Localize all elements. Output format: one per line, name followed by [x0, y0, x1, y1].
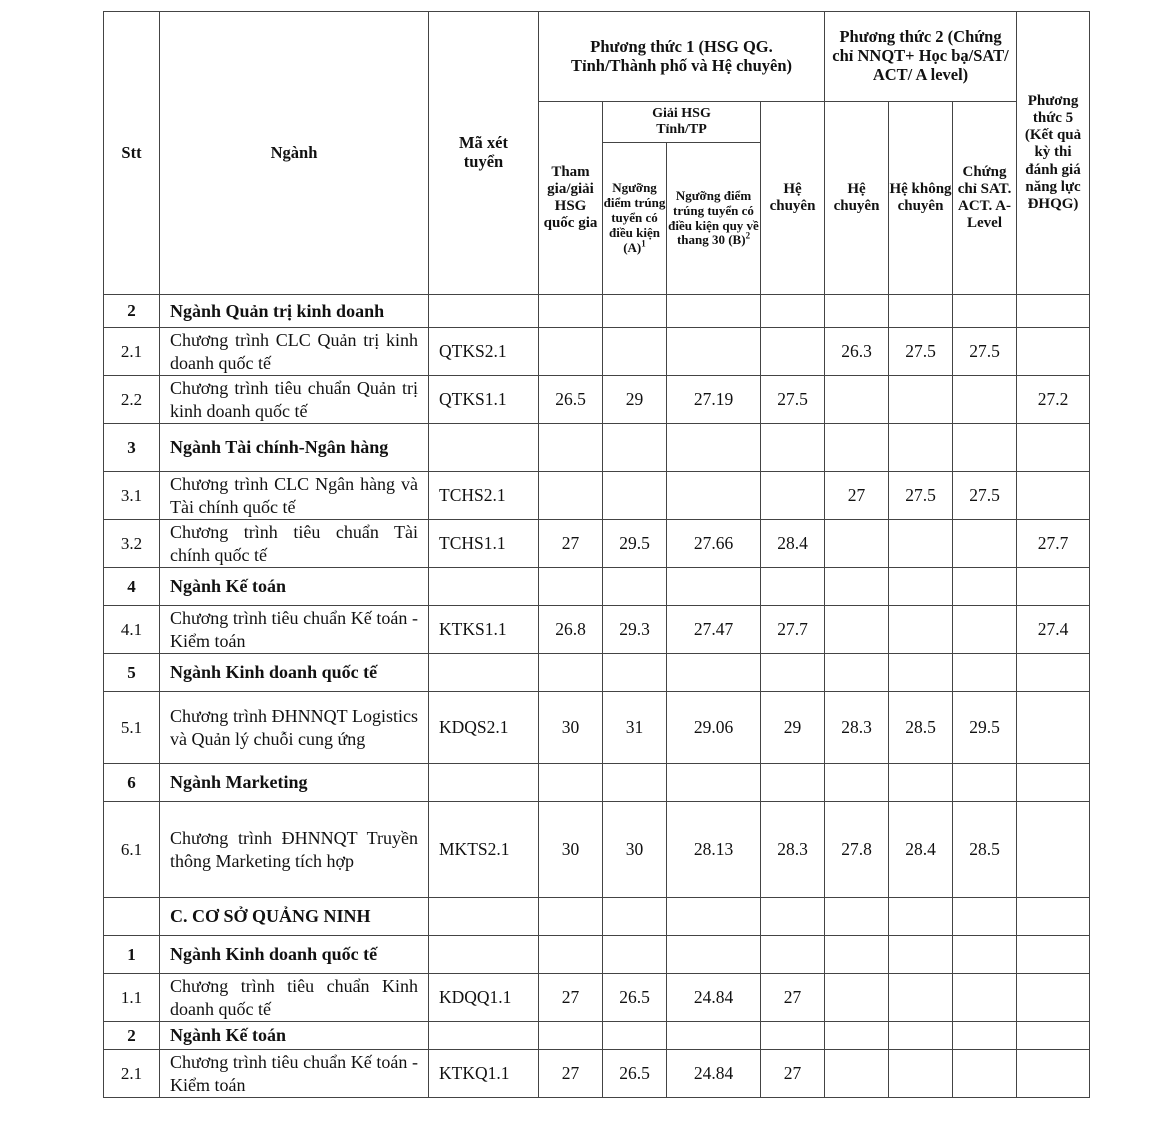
cell-code: QTKS1.1 — [429, 376, 539, 424]
cell-pt2-chung-chi — [953, 898, 1017, 936]
cell-pt2-he-chuyen — [825, 376, 889, 424]
cell-program-name: Ngành Kế toán — [160, 1022, 429, 1050]
cell-stt: 4.1 — [104, 606, 160, 654]
cell-pt5 — [1017, 472, 1090, 520]
table-row — [104, 936, 1090, 974]
cell-pt2-chung-chi — [953, 974, 1017, 1022]
cell-pt1-nguong-b — [667, 472, 761, 520]
cell-pt5 — [1017, 424, 1090, 472]
cell-pt1-nguong-a: 30 — [603, 802, 667, 898]
cell-pt2-he-khong-chuyen — [889, 568, 953, 606]
cell-pt1-he-chuyen — [761, 568, 825, 606]
cell-code: KTKS1.1 — [429, 606, 539, 654]
cell-pt5 — [1017, 898, 1090, 936]
cell-pt1-nguong-a: 29.5 — [603, 520, 667, 568]
cell-pt2-chung-chi: 28.5 — [953, 802, 1017, 898]
cell-pt2-he-khong-chuyen — [889, 606, 953, 654]
cell-pt5 — [1017, 692, 1090, 764]
table-row — [104, 898, 1090, 936]
cell-program-name: Ngành Quản trị kinh doanh — [160, 295, 429, 328]
header-phuong-thuc-1: Phương thức 1 (HSG QG. Tỉnh/Thành phố và Hệ chuyên) — [539, 12, 825, 102]
cell-pt5 — [1017, 295, 1090, 328]
cell-pt2-chung-chi — [953, 568, 1017, 606]
cell-pt1-nguong-a — [603, 1022, 667, 1050]
cell-pt2-he-khong-chuyen: 27.5 — [889, 328, 953, 376]
cell-stt: 2 — [104, 1022, 160, 1050]
cell-pt1-he-chuyen: 27 — [761, 1050, 825, 1098]
cell-program-name: Ngành Kế toán — [160, 568, 429, 606]
cell-pt1-nguong-a — [603, 328, 667, 376]
cell-pt1-nguong-a: 29.3 — [603, 606, 667, 654]
table-row — [104, 974, 1090, 1022]
cell-program-name: Chương trình ĐHNNQT Truyền thông Marketing tích hợp — [160, 802, 429, 898]
cell-pt2-he-chuyen — [825, 1022, 889, 1050]
cell-pt5 — [1017, 764, 1090, 802]
cell-pt2-he-khong-chuyen — [889, 1022, 953, 1050]
cell-pt1-nguong-a — [603, 764, 667, 802]
cell-stt: 4 — [104, 568, 160, 606]
cell-pt1-he-chuyen: 28.3 — [761, 802, 825, 898]
cell-pt1-he-chuyen: 27 — [761, 974, 825, 1022]
cell-pt2-he-chuyen — [825, 424, 889, 472]
cell-pt2-he-khong-chuyen — [889, 295, 953, 328]
cell-pt5: 27.2 — [1017, 376, 1090, 424]
cell-program-name: Ngành Kinh doanh quốc tế — [160, 654, 429, 692]
cell-stt: 3 — [104, 424, 160, 472]
table-row — [104, 376, 1090, 424]
cell-program-name: Chương trình CLC Ngân hàng và Tài chính quốc tế — [160, 472, 429, 520]
cell-pt5 — [1017, 1050, 1090, 1098]
cell-pt2-chung-chi — [953, 295, 1017, 328]
cell-pt2-he-chuyen: 27 — [825, 472, 889, 520]
cell-pt1-nguong-a — [603, 424, 667, 472]
cell-pt2-he-khong-chuyen — [889, 1050, 953, 1098]
cell-pt1-he-chuyen — [761, 936, 825, 974]
cell-stt: 2.1 — [104, 1050, 160, 1098]
cell-pt2-he-khong-chuyen — [889, 654, 953, 692]
cell-pt1-tham-gia — [539, 328, 603, 376]
cell-pt1-tham-gia: 30 — [539, 802, 603, 898]
cell-program-name: Chương trình tiêu chuẩn Kế toán - Kiểm toán — [160, 606, 429, 654]
header-pt2-he-khong-chuyen: Hệ không chuyên — [889, 102, 953, 295]
cell-pt5 — [1017, 974, 1090, 1022]
cell-pt2-he-chuyen — [825, 606, 889, 654]
table-row — [104, 692, 1090, 764]
table-row — [104, 520, 1090, 568]
cell-pt1-he-chuyen — [761, 898, 825, 936]
cell-program-name: Ngành Kinh doanh quốc tế — [160, 936, 429, 974]
cell-pt5: 27.7 — [1017, 520, 1090, 568]
cell-pt2-he-khong-chuyen: 28.4 — [889, 802, 953, 898]
cell-pt2-chung-chi: 27.5 — [953, 328, 1017, 376]
cell-pt2-he-chuyen — [825, 654, 889, 692]
cell-program-name: Chương trình tiêu chuẩn Quản trị kinh doanh quốc tế — [160, 376, 429, 424]
cell-pt1-tham-gia — [539, 295, 603, 328]
cell-stt — [104, 898, 160, 936]
cell-pt5 — [1017, 802, 1090, 898]
cell-pt1-nguong-a: 26.5 — [603, 1050, 667, 1098]
cell-code: QTKS2.1 — [429, 328, 539, 376]
cell-pt1-tham-gia: 30 — [539, 692, 603, 764]
cell-pt1-tham-gia — [539, 654, 603, 692]
cell-pt2-chung-chi: 29.5 — [953, 692, 1017, 764]
cell-stt: 1 — [104, 936, 160, 974]
table-row — [104, 606, 1090, 654]
cell-pt1-he-chuyen: 27.5 — [761, 376, 825, 424]
cell-pt5 — [1017, 328, 1090, 376]
cell-pt1-nguong-b: 24.84 — [667, 1050, 761, 1098]
cell-pt2-chung-chi — [953, 936, 1017, 974]
cell-pt1-nguong-a — [603, 936, 667, 974]
cell-pt1-he-chuyen — [761, 654, 825, 692]
cell-code: MKTS2.1 — [429, 802, 539, 898]
cell-code — [429, 568, 539, 606]
table-body — [104, 295, 1090, 1098]
cell-pt2-chung-chi — [953, 520, 1017, 568]
cell-pt1-tham-gia — [539, 764, 603, 802]
table-row — [104, 764, 1090, 802]
cell-pt1-he-chuyen — [761, 472, 825, 520]
cell-pt2-chung-chi — [953, 606, 1017, 654]
cell-code — [429, 654, 539, 692]
cell-pt1-nguong-a — [603, 654, 667, 692]
cell-pt5 — [1017, 568, 1090, 606]
cell-pt1-tham-gia: 27 — [539, 1050, 603, 1098]
header-giai-hsg-tinh: Giải HSG Tỉnh/TP — [603, 102, 761, 143]
cell-code — [429, 764, 539, 802]
cell-pt1-nguong-b: 27.66 — [667, 520, 761, 568]
cell-pt2-he-khong-chuyen — [889, 936, 953, 974]
cell-pt2-he-khong-chuyen — [889, 424, 953, 472]
header-phuong-thuc-2: Phương thức 2 (Chứng chỉ NNQT+ Học bạ/SAT/ ACT/ A level) — [825, 12, 1017, 102]
cell-pt1-tham-gia — [539, 898, 603, 936]
cell-pt2-he-chuyen: 26.3 — [825, 328, 889, 376]
cell-pt1-he-chuyen — [761, 1022, 825, 1050]
cell-code: KDQQ1.1 — [429, 974, 539, 1022]
table-row — [104, 295, 1090, 328]
cell-pt5 — [1017, 654, 1090, 692]
cell-pt1-nguong-b — [667, 568, 761, 606]
cell-pt1-he-chuyen: 28.4 — [761, 520, 825, 568]
cell-code: KTKQ1.1 — [429, 1050, 539, 1098]
cell-pt2-chung-chi — [953, 764, 1017, 802]
cell-pt1-tham-gia: 27 — [539, 974, 603, 1022]
cell-pt1-nguong-b: 28.13 — [667, 802, 761, 898]
cell-pt2-he-chuyen — [825, 974, 889, 1022]
cell-pt2-chung-chi — [953, 1022, 1017, 1050]
cell-pt1-nguong-b — [667, 654, 761, 692]
cell-program-name: Chương trình tiêu chuẩn Kinh doanh quốc tế — [160, 974, 429, 1022]
cell-pt2-he-chuyen — [825, 936, 889, 974]
cell-program-name: Chương trình tiêu chuẩn Kế toán - Kiểm toán — [160, 1050, 429, 1098]
cell-code — [429, 295, 539, 328]
cell-program-name: Ngành Tài chính-Ngân hàng — [160, 424, 429, 472]
header-phuong-thuc-5: Phương thức 5 (Kết quả kỳ thi đánh giá năng lực ĐHQG) — [1017, 12, 1090, 295]
cell-stt: 5 — [104, 654, 160, 692]
header-nguong-diem-a: Ngưỡng điểm trúng tuyển có điều kiện $(A)^1$ — [603, 143, 667, 295]
cell-pt1-nguong-a — [603, 898, 667, 936]
cell-code — [429, 936, 539, 974]
cell-pt2-he-khong-chuyen — [889, 376, 953, 424]
cell-pt5 — [1017, 1022, 1090, 1050]
table-row — [104, 654, 1090, 692]
cell-pt2-he-khong-chuyen — [889, 520, 953, 568]
cell-stt: 6 — [104, 764, 160, 802]
cell-pt1-he-chuyen — [761, 764, 825, 802]
cell-stt: 6.1 — [104, 802, 160, 898]
cell-pt1-nguong-b — [667, 764, 761, 802]
table-row — [104, 1022, 1090, 1050]
cell-pt1-nguong-b — [667, 1022, 761, 1050]
cell-code — [429, 424, 539, 472]
table-row — [104, 424, 1090, 472]
cell-pt1-nguong-a: 31 — [603, 692, 667, 764]
cell-pt2-he-chuyen — [825, 1050, 889, 1098]
cell-program-name: Chương trình CLC Quản trị kinh doanh quốc tế — [160, 328, 429, 376]
cell-program-name: Chương trình tiêu chuẩn Tài chính quốc tế — [160, 520, 429, 568]
cell-stt: 2.2 — [104, 376, 160, 424]
cell-code: TCHS1.1 — [429, 520, 539, 568]
cell-code: TCHS2.1 — [429, 472, 539, 520]
cell-pt1-tham-gia — [539, 936, 603, 974]
cell-stt: 3.2 — [104, 520, 160, 568]
header-tham-gia-hsg: Tham gia/giải HSG quốc gia — [539, 102, 603, 295]
table-row — [104, 328, 1090, 376]
cell-pt1-nguong-b — [667, 424, 761, 472]
cell-pt1-nguong-a — [603, 472, 667, 520]
cell-pt1-nguong-b — [667, 898, 761, 936]
cell-pt1-tham-gia — [539, 1022, 603, 1050]
cell-pt1-nguong-b — [667, 295, 761, 328]
cell-pt1-tham-gia: 26.5 — [539, 376, 603, 424]
header-pt2-he-chuyen: Hệ chuyên — [825, 102, 889, 295]
cell-pt2-he-chuyen — [825, 568, 889, 606]
header-ma-xet-tuyen: Mã xét tuyển — [429, 12, 539, 295]
cell-pt5: 27.4 — [1017, 606, 1090, 654]
admission-score-table — [103, 11, 1090, 1098]
cell-pt2-he-khong-chuyen: 27.5 — [889, 472, 953, 520]
table-row — [104, 568, 1090, 606]
cell-stt: 2 — [104, 295, 160, 328]
cell-pt2-chung-chi — [953, 424, 1017, 472]
cell-pt5 — [1017, 936, 1090, 974]
cell-pt1-nguong-b: 27.19 — [667, 376, 761, 424]
cell-pt1-he-chuyen — [761, 424, 825, 472]
table-row — [104, 1050, 1090, 1098]
cell-stt: 1.1 — [104, 974, 160, 1022]
cell-pt1-he-chuyen: 27.7 — [761, 606, 825, 654]
cell-pt2-chung-chi — [953, 654, 1017, 692]
cell-stt: 5.1 — [104, 692, 160, 764]
cell-pt2-he-chuyen — [825, 764, 889, 802]
cell-pt1-he-chuyen: 29 — [761, 692, 825, 764]
cell-pt1-nguong-b: 27.47 — [667, 606, 761, 654]
cell-pt2-he-khong-chuyen — [889, 764, 953, 802]
cell-pt2-he-khong-chuyen: 28.5 — [889, 692, 953, 764]
cell-pt1-nguong-b — [667, 936, 761, 974]
cell-pt1-he-chuyen — [761, 295, 825, 328]
cell-pt2-he-khong-chuyen — [889, 898, 953, 936]
cell-pt1-nguong-a: 29 — [603, 376, 667, 424]
cell-program-name: C. CƠ SỞ QUẢNG NINH — [160, 898, 429, 936]
header-pt2-chung-chi: Chứng chỉ SAT. ACT. A-Level — [953, 102, 1017, 295]
cell-pt1-tham-gia — [539, 424, 603, 472]
cell-pt1-nguong-a — [603, 295, 667, 328]
cell-program-name: Chương trình ĐHNNQT Logistics và Quản lý chuỗi cung ứng — [160, 692, 429, 764]
cell-code — [429, 1022, 539, 1050]
cell-pt1-nguong-b: 29.06 — [667, 692, 761, 764]
cell-pt2-chung-chi — [953, 376, 1017, 424]
cell-pt2-he-chuyen — [825, 520, 889, 568]
cell-pt1-nguong-a — [603, 568, 667, 606]
cell-pt2-he-chuyen — [825, 295, 889, 328]
cell-pt2-he-khong-chuyen — [889, 974, 953, 1022]
cell-pt1-nguong-b — [667, 328, 761, 376]
cell-pt1-he-chuyen — [761, 328, 825, 376]
cell-pt2-chung-chi: 27.5 — [953, 472, 1017, 520]
cell-pt1-nguong-b: 24.84 — [667, 974, 761, 1022]
cell-pt2-he-chuyen: 28.3 — [825, 692, 889, 764]
header-nguong-diem-b: Ngưỡng điểm trúng tuyển có điều kiện quy về thang 30 $(B)^2$ — [667, 143, 761, 295]
header-nganh: Ngành — [160, 12, 429, 295]
table-row — [104, 802, 1090, 898]
cell-code — [429, 898, 539, 936]
cell-pt1-tham-gia: 26.8 — [539, 606, 603, 654]
cell-pt1-tham-gia: 27 — [539, 520, 603, 568]
cell-stt: 3.1 — [104, 472, 160, 520]
cell-pt1-nguong-a: 26.5 — [603, 974, 667, 1022]
cell-pt1-tham-gia — [539, 472, 603, 520]
cell-stt: 2.1 — [104, 328, 160, 376]
table-row — [104, 472, 1090, 520]
cell-pt2-he-chuyen — [825, 898, 889, 936]
cell-pt2-he-chuyen: 27.8 — [825, 802, 889, 898]
cell-program-name: Ngành Marketing — [160, 764, 429, 802]
header-pt1-he-chuyen: Hệ chuyên — [761, 102, 825, 295]
cell-pt2-chung-chi — [953, 1050, 1017, 1098]
header-stt: Stt — [104, 12, 160, 295]
cell-code: KDQS2.1 — [429, 692, 539, 764]
cell-pt1-tham-gia — [539, 568, 603, 606]
